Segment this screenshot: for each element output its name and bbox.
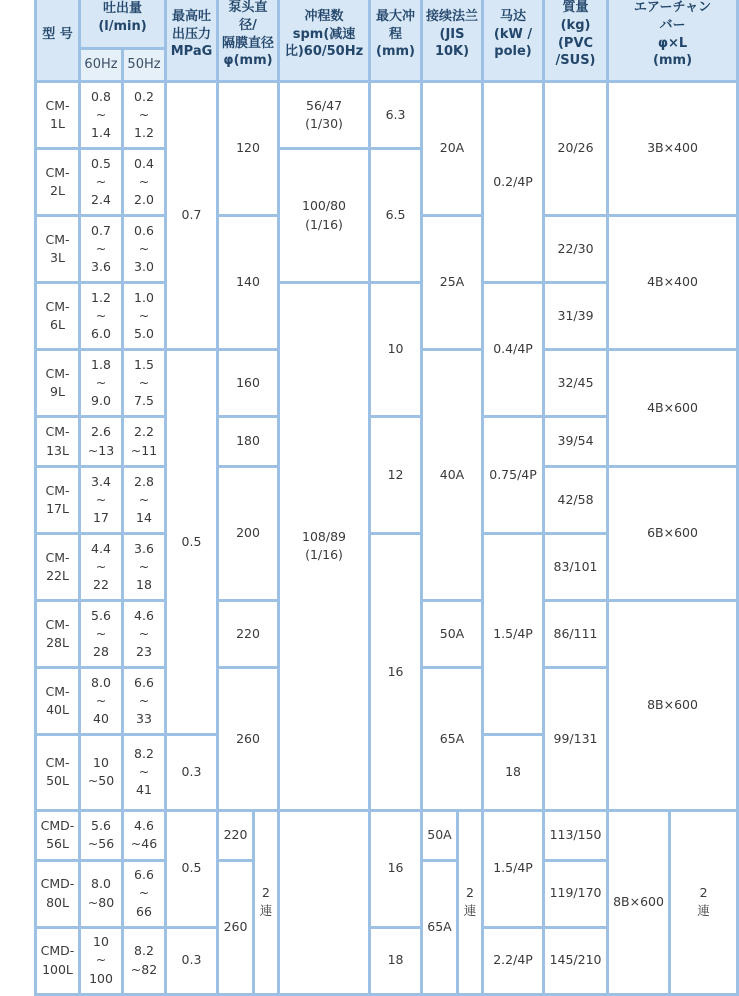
head-double-cell: 2 連 (254, 810, 279, 994)
spm-cell: 108/89 (1/16) (279, 283, 370, 811)
model-cell: CM- 22L (36, 534, 80, 601)
flange-cell: 25A (422, 216, 483, 350)
pressure-cell: 0.7 (166, 82, 218, 350)
motor-cell: 2.2/4P (483, 927, 544, 994)
flow-50-cell: 4.6 ~46 (123, 810, 166, 860)
stroke-cell: 12 (370, 417, 422, 534)
stroke-cell: 16 (370, 534, 422, 811)
flow-50-cell: 2.8 ~ 14 (123, 467, 166, 534)
flow-50-cell: 0.2 ~ 1.2 (123, 82, 166, 149)
air-chamber-cell: 4B×600 (608, 350, 738, 467)
weight-cell: 31/39 (544, 283, 608, 350)
header-motor: 马达 (kW / pole) (483, 0, 544, 82)
flow-60-cell: 8.0 ~ 40 (80, 668, 123, 735)
flow-50-cell: 6.6 ~ 66 (123, 860, 166, 927)
model-cell: CMD- 80L (36, 860, 80, 927)
pressure-cell: 0.5 (166, 810, 218, 927)
pressure-cell: 0.3 (166, 927, 218, 994)
flange-cell: 50A (422, 810, 458, 860)
flange-cell: 65A (422, 668, 483, 811)
flow-60-cell: 0.7 ~ 3.6 (80, 216, 123, 283)
motor-cell: 0.4/4P (483, 283, 544, 417)
header-head-diameter: 泵头直 径/ 隔膜直径 φ(mm) (218, 0, 279, 82)
pressure-cell: 0.3 (166, 735, 218, 811)
stroke-cell: 6.3 (370, 82, 422, 149)
head-diameter-cell: 260 (218, 860, 254, 994)
weight-cell: 20/26 (544, 82, 608, 216)
weight-cell: 119/170 (544, 860, 608, 927)
spm-blank-cell (279, 810, 370, 994)
weight-cell: 86/111 (544, 601, 608, 668)
flow-60-cell: 8.0 ~80 (80, 860, 123, 927)
air-chamber-cell: 8B×600 (608, 601, 738, 811)
weight-cell: 22/30 (544, 216, 608, 283)
model-cell: CM- 28L (36, 601, 80, 668)
header-model: 型 号 (36, 0, 80, 82)
flow-60-cell: 5.6 ~ 28 (80, 601, 123, 668)
header-flange: 接续法兰 (JIS 10K) (422, 0, 483, 82)
flow-60-cell: 1.2 ~ 6.0 (80, 283, 123, 350)
header-flow: 吐出量 (l/min) (80, 0, 166, 49)
model-cell: CM- 17L (36, 467, 80, 534)
stroke-cell: 18 (483, 735, 544, 811)
flow-50-cell: 6.6 ~ 33 (123, 668, 166, 735)
flange-double-cell: 2 連 (458, 810, 483, 994)
weight-cell: 39/54 (544, 417, 608, 467)
flow-50-cell: 4.6 ~ 23 (123, 601, 166, 668)
header-pressure: 最高吐 出压力 MPaG (166, 0, 218, 82)
motor-cell: 0.75/4P (483, 417, 544, 534)
flow-60-cell: 4.4 ~ 22 (80, 534, 123, 601)
spm-cell: 100/80 (1/16) (279, 149, 370, 283)
weight-cell: 113/150 (544, 810, 608, 860)
flow-50-cell: 0.6 ~ 3.0 (123, 216, 166, 283)
stroke-cell: 18 (370, 927, 422, 994)
flow-50-cell: 8.2 ~ 41 (123, 735, 166, 811)
weight-cell: 32/45 (544, 350, 608, 417)
head-diameter-cell: 220 (218, 601, 279, 668)
flow-50-cell: 0.4 ~ 2.0 (123, 149, 166, 216)
air-chamber-cell: 3B×400 (608, 82, 738, 216)
flow-60-cell: 10 ~50 (80, 735, 123, 811)
flow-60-cell: 2.6 ~13 (80, 417, 123, 467)
stroke-cell: 10 (370, 283, 422, 417)
header-flow-60hz: 60Hz (80, 49, 123, 82)
flange-cell: 65A (422, 860, 458, 994)
header-air-chamber: エアーチャン バー φ×L (mm) (608, 0, 738, 82)
air-chamber-cell: 4B×400 (608, 216, 738, 350)
air-chamber-cell: 6B×600 (608, 467, 738, 601)
weight-cell: 42/58 (544, 467, 608, 534)
flow-60-cell: 1.8 ~ 9.0 (80, 350, 123, 417)
flow-50-cell: 8.2 ~82 (123, 927, 166, 994)
header-flow-50hz: 50Hz (123, 49, 166, 82)
head-diameter-cell: 160 (218, 350, 279, 417)
model-cell: CM- 2L (36, 149, 80, 216)
stroke-cell: 16 (370, 810, 422, 927)
flow-60-cell: 5.6 ~56 (80, 810, 123, 860)
head-diameter-cell: 220 (218, 810, 254, 860)
spm-cell: 56/47 (1/30) (279, 82, 370, 149)
flange-cell: 50A (422, 601, 483, 668)
weight-cell: 99/131 (544, 668, 608, 811)
flow-50-cell: 3.6 ~ 18 (123, 534, 166, 601)
flow-50-cell: 1.5 ~ 7.5 (123, 350, 166, 417)
weight-cell: 83/101 (544, 534, 608, 601)
header-spm: 冲程数 spm(减速 比)60/50Hz (279, 0, 370, 82)
motor-cell: 1.5/4P (483, 810, 544, 927)
flow-60-cell: 3.4 ~ 17 (80, 467, 123, 534)
pressure-cell: 0.5 (166, 350, 218, 735)
model-cell: CM- 6L (36, 283, 80, 350)
model-cell: CM- 1L (36, 82, 80, 149)
chamber-double-cell: 2 連 (670, 810, 738, 994)
model-cell: CM- 9L (36, 350, 80, 417)
air-chamber-cell: 8B×600 (608, 810, 670, 994)
model-cell: CM- 40L (36, 668, 80, 735)
flow-50-cell: 1.0 ~ 5.0 (123, 283, 166, 350)
head-diameter-cell: 260 (218, 668, 279, 811)
motor-cell: 1.5/4P (483, 534, 544, 735)
motor-cell: 0.2/4P (483, 82, 544, 283)
flow-50-cell: 2.2 ~11 (123, 417, 166, 467)
stroke-cell: 6.5 (370, 149, 422, 283)
head-diameter-cell: 140 (218, 216, 279, 350)
flange-cell: 40A (422, 350, 483, 601)
header-weight: 質量 (kg) (PVC /SUS) (544, 0, 608, 82)
model-cell: CM- 13L (36, 417, 80, 467)
head-diameter-cell: 200 (218, 467, 279, 601)
model-cell: CMD- 100L (36, 927, 80, 994)
model-cell: CM- 3L (36, 216, 80, 283)
model-cell: CM- 50L (36, 735, 80, 811)
flow-60-cell: 0.5 ~ 2.4 (80, 149, 123, 216)
flow-60-cell: 10 ~ 100 (80, 927, 123, 994)
model-cell: CMD- 56L (36, 810, 80, 860)
head-diameter-cell: 180 (218, 417, 279, 467)
weight-cell: 145/210 (544, 927, 608, 994)
flow-60-cell: 0.8 ~ 1.4 (80, 82, 123, 149)
head-diameter-cell: 120 (218, 82, 279, 216)
header-stroke: 最大冲 程 (mm) (370, 0, 422, 82)
flange-cell: 20A (422, 82, 483, 216)
pump-spec-table (34, 0, 739, 996)
